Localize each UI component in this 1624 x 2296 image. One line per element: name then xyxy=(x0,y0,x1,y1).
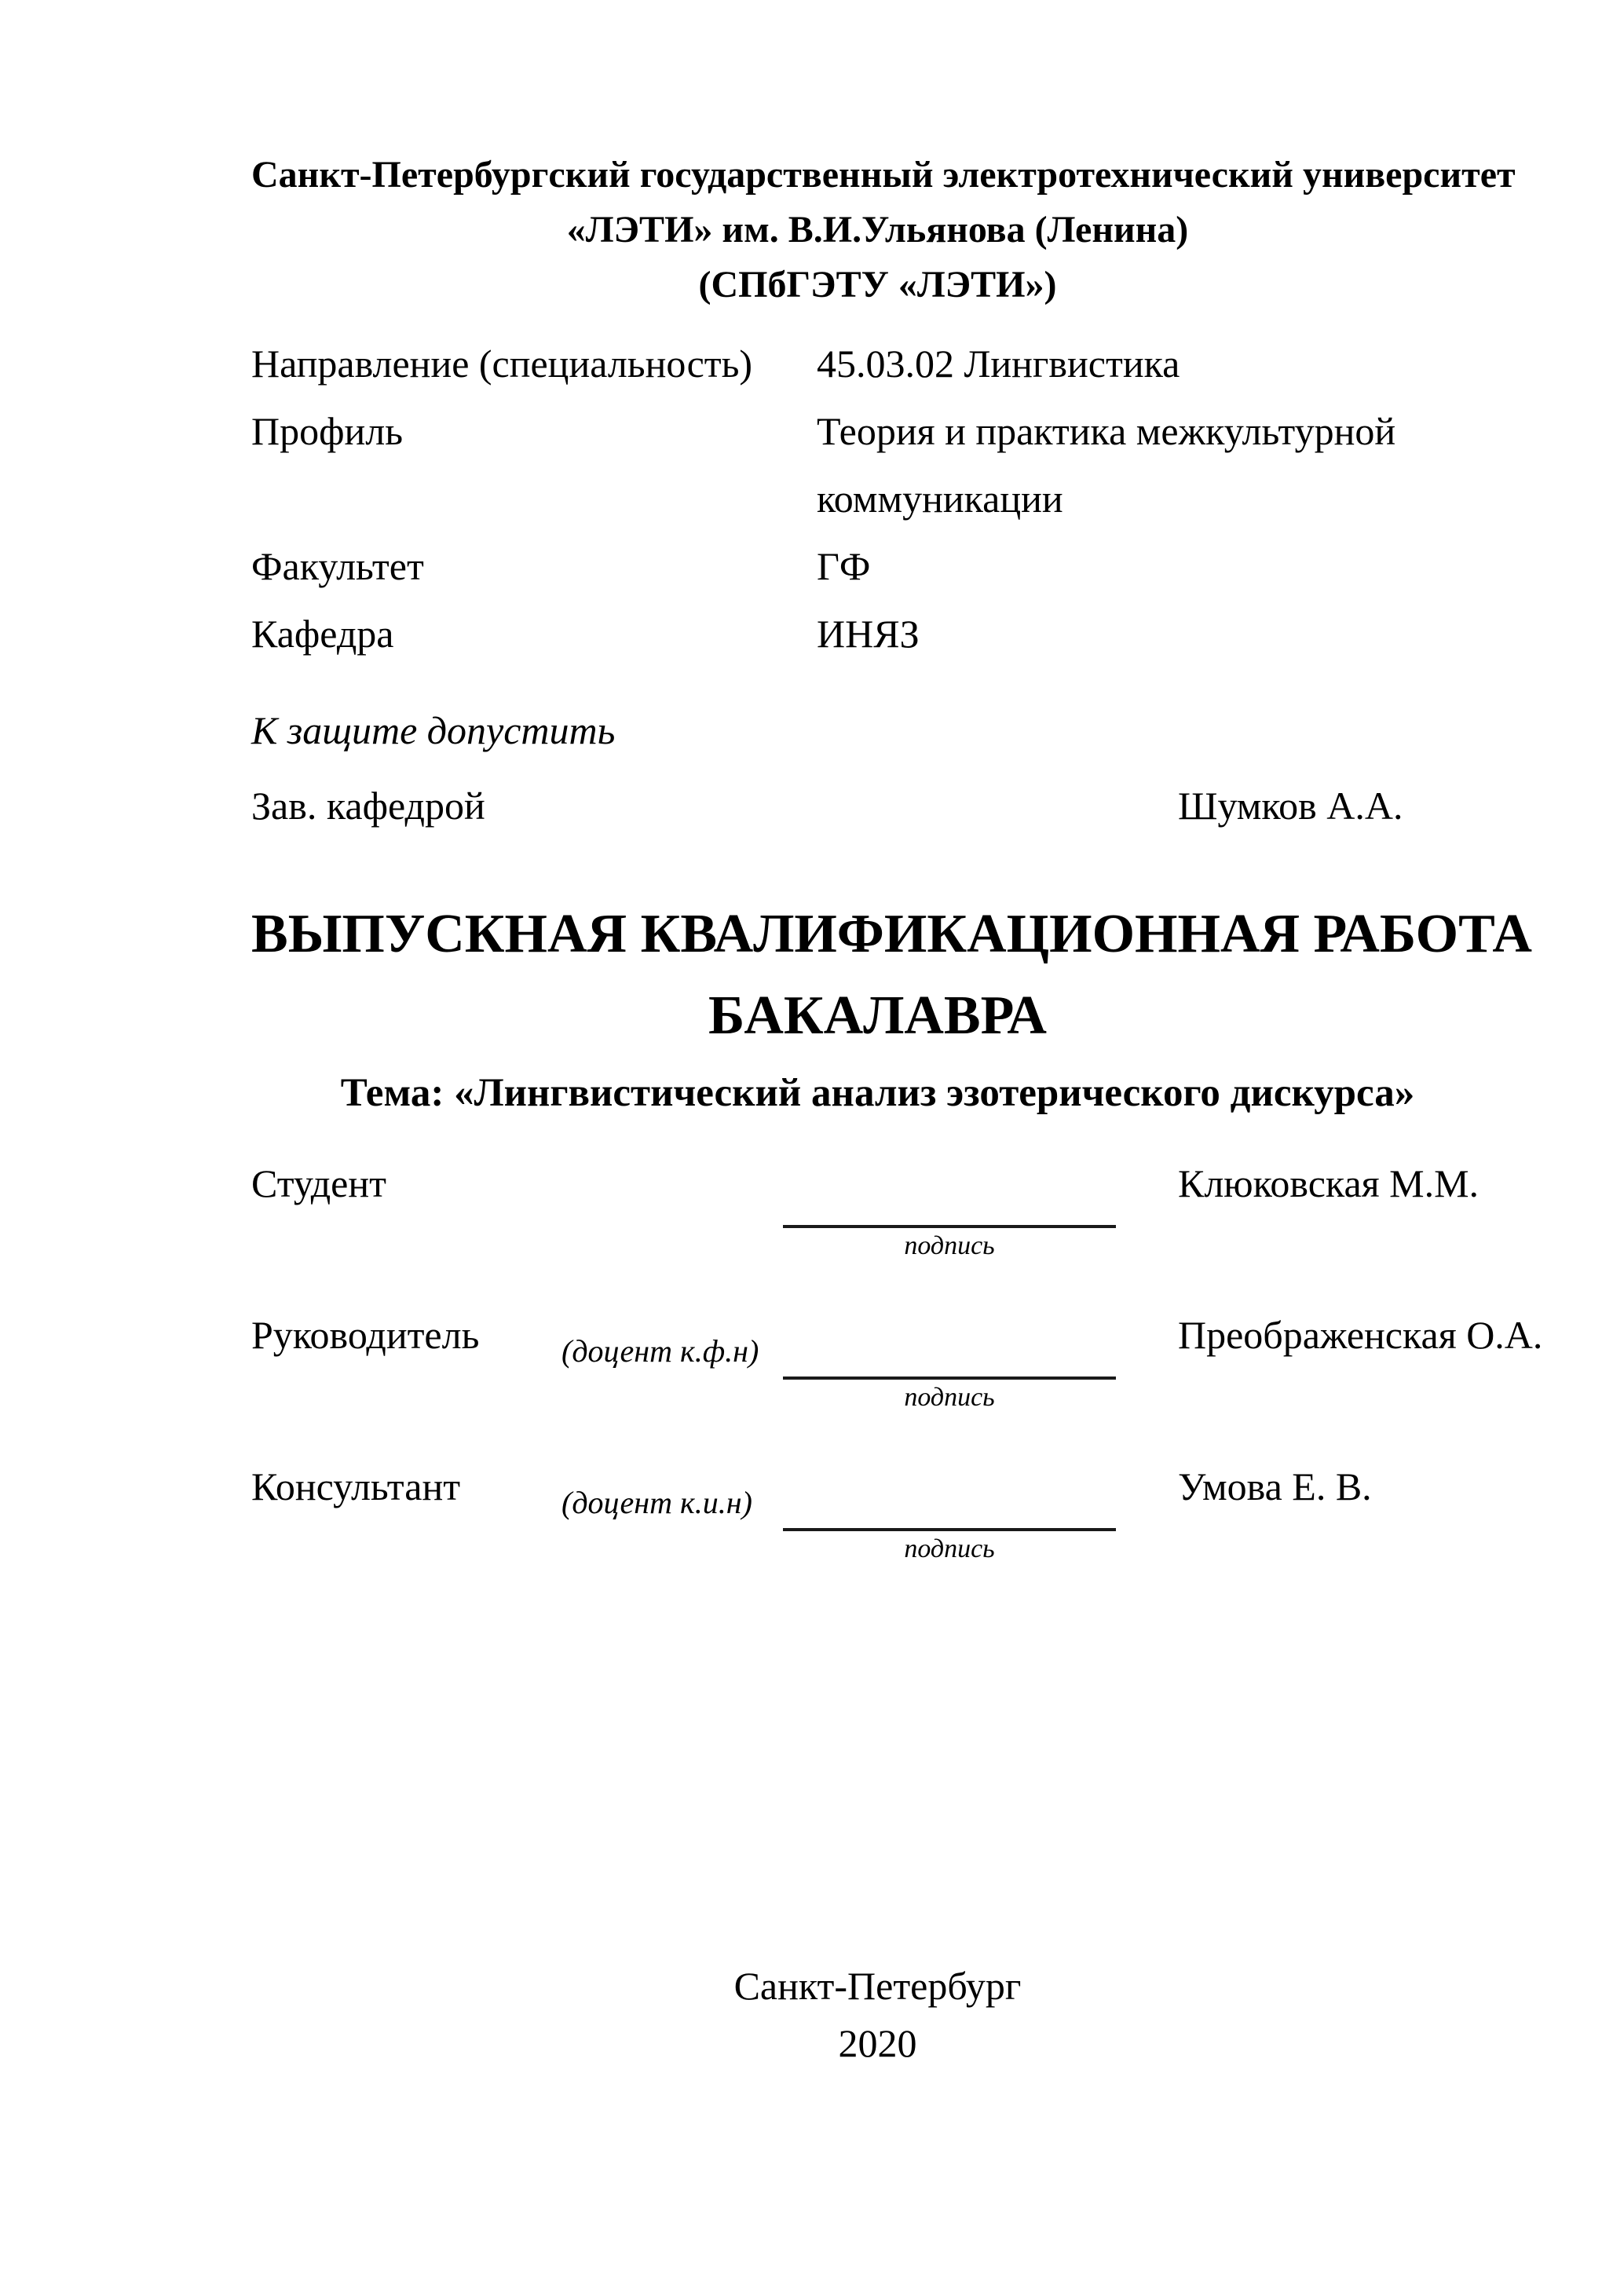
university-header xyxy=(251,148,1516,313)
thesis-title xyxy=(251,894,1532,1057)
field-value-faculty: ГФ xyxy=(817,544,871,588)
field-label-profile: Профиль xyxy=(251,409,404,453)
student-signature-line xyxy=(783,1225,1116,1228)
field-label-department: Кафедра xyxy=(251,612,394,656)
field-value-department: ИНЯЗ xyxy=(817,612,920,656)
consultant-signature-line xyxy=(783,1528,1116,1531)
supervisor-name: Преображенская О.А. xyxy=(1178,1313,1543,1357)
head-of-department-name: Шумков А.А. xyxy=(1178,784,1403,828)
head-of-department-label: Зав. кафедрой xyxy=(251,784,485,828)
thesis-title-line2: БАКАЛАВРА xyxy=(708,985,1047,1046)
university-name-line3: (СПбГЭТУ «ЛЭТИ») xyxy=(698,264,1057,305)
supervisor-degree-note: (доцент к.ф.н) xyxy=(561,1333,759,1369)
thesis-title-line1: ВЫПУСКНАЯ КВАЛИФИКАЦИОННАЯ РАБОТА xyxy=(251,904,1532,964)
field-label-faculty: Факультет xyxy=(251,544,424,588)
thesis-theme: Тема: «Лингвистический анализ эзотерического дискурса» xyxy=(340,1071,1415,1115)
consultant-role-label: Консультант xyxy=(251,1464,461,1508)
field-value-direction: 45.03.02 Лингвистика xyxy=(817,342,1180,386)
supervisor-role-label: Руководитель xyxy=(251,1313,480,1357)
student-name: Клюковская М.М. xyxy=(1178,1161,1480,1205)
footer-city: Санкт-Петербург xyxy=(733,1964,1022,2008)
field-label-direction: Направление (специальность) xyxy=(251,342,753,386)
student-signature-caption: подпись xyxy=(904,1231,995,1260)
admission-note: К защите допустить xyxy=(251,708,616,752)
footer-year: 2020 xyxy=(838,2021,917,2065)
university-name-line1: Санкт-Петербургский государственный электротехнический университет xyxy=(251,154,1516,196)
consultant-name: Умова Е. В. xyxy=(1178,1464,1372,1508)
supervisor-signature-caption: подпись xyxy=(904,1383,995,1412)
program-fields-table xyxy=(251,330,1508,667)
supervisor-signature-line xyxy=(783,1377,1116,1380)
field-value-profile: Теория и практика межкультурной коммуникации xyxy=(817,409,1396,521)
student-role-label: Студент xyxy=(251,1161,386,1205)
university-name-line2: «ЛЭТИ» им. В.И.Ульянова (Ленина) xyxy=(566,209,1189,250)
consultant-signature-caption: подпись xyxy=(904,1534,995,1563)
consultant-degree-note: (доцент к.и.н) xyxy=(561,1485,752,1520)
